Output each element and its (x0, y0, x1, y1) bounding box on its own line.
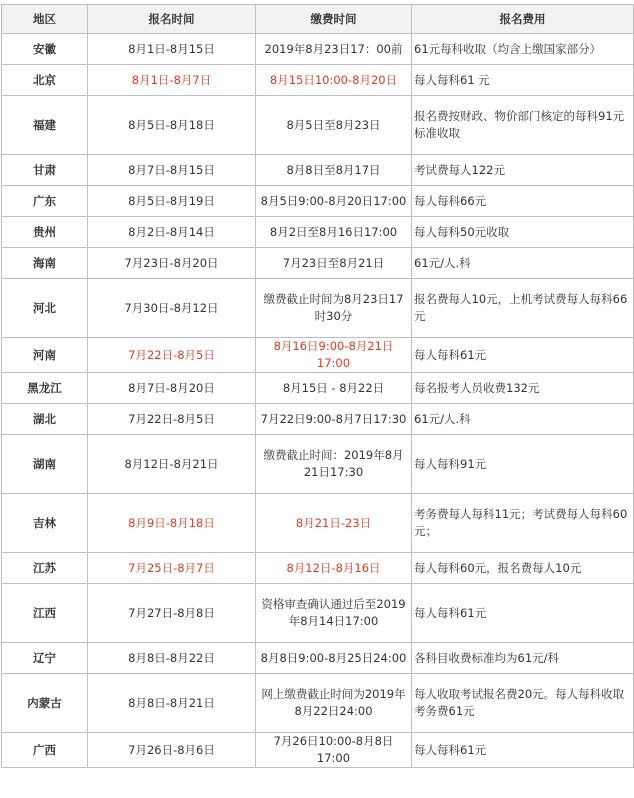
fee-cell: 报名费每人10元，上机考试费每人每科66元 (412, 279, 634, 338)
fee-cell: 每人每科61元 (412, 733, 634, 768)
payment-cell: 缴费截止时间：2019年8月21日17:30 (256, 435, 412, 494)
table-row (2, 155, 634, 186)
register-cell: 7月26日-8月6日 (88, 733, 256, 768)
table-row (2, 96, 634, 155)
fee-cell: 每人每科66元 (412, 186, 634, 217)
payment-cell: 网上缴费截止时间为2019年8月22日24:00 (256, 674, 412, 733)
payment-cell: 7月23日至8月21日 (256, 248, 412, 279)
payment-cell: 8月15日 - 8月22日 (256, 373, 412, 404)
region-cell: 河南 (2, 338, 88, 373)
table-row (2, 217, 634, 248)
register-cell: 8月8日-8月21日 (88, 674, 256, 733)
table-row (2, 584, 634, 643)
region-cell: 湖南 (2, 435, 88, 494)
payment-cell: 7月22日9:00-8月7日17:30 (256, 404, 412, 435)
register-cell: 7月23日-8月20日 (88, 248, 256, 279)
payment-cell: 8月2日至8月16日17:00 (256, 217, 412, 248)
exam-fee-table (1, 4, 634, 768)
fee-cell: 各科目收费标准均为61元/科 (412, 643, 634, 674)
fee-cell: 报名费按财政、物价部门核定的每科91元标准收取 (412, 96, 634, 155)
region-cell: 吉林 (2, 494, 88, 553)
fee-cell: 61元/人.科 (412, 404, 634, 435)
header-payment-time: 缴费时间 (256, 5, 412, 34)
region-cell: 北京 (2, 65, 88, 96)
register-cell: 8月9日-8月18日 (88, 494, 256, 553)
table-row (2, 733, 634, 768)
fee-cell: 每人每科61元 (412, 584, 634, 643)
payment-cell: 8月8日至8月17日 (256, 155, 412, 186)
fee-cell: 每人每科60元，报名费每人10元 (412, 553, 634, 584)
register-cell: 8月12日-8月21日 (88, 435, 256, 494)
region-cell: 甘肃 (2, 155, 88, 186)
region-cell: 福建 (2, 96, 88, 155)
table-row (2, 279, 634, 338)
region-cell: 广东 (2, 186, 88, 217)
region-cell: 贵州 (2, 217, 88, 248)
register-cell: 7月27日-8月8日 (88, 584, 256, 643)
table-row (2, 494, 634, 553)
payment-cell: 2019年8月23日17：00前 (256, 34, 412, 65)
fee-cell: 每人每科91元 (412, 435, 634, 494)
header-row (2, 5, 634, 34)
register-cell: 8月5日-8月19日 (88, 186, 256, 217)
table-row (2, 553, 634, 584)
register-cell: 7月25日-8月7日 (88, 553, 256, 584)
table-row (2, 34, 634, 65)
payment-cell: 8月16日9:00-8月21日17:00 (256, 338, 412, 373)
register-cell: 8月1日-8月7日 (88, 65, 256, 96)
payment-cell: 8月12日-8月16日 (256, 553, 412, 584)
fee-cell: 每人每科61元 (412, 338, 634, 373)
register-cell: 7月22日-8月5日 (88, 404, 256, 435)
table-row (2, 404, 634, 435)
register-cell: 8月2日-8月14日 (88, 217, 256, 248)
region-cell: 黑龙江 (2, 373, 88, 404)
region-cell: 河北 (2, 279, 88, 338)
region-cell: 海南 (2, 248, 88, 279)
region-cell: 辽宁 (2, 643, 88, 674)
fee-cell: 每人每科50元收取 (412, 217, 634, 248)
payment-cell: 资格审查确认通过后至2019年8月14日17:00 (256, 584, 412, 643)
payment-cell: 8月5日9:00-8月20日17:00 (256, 186, 412, 217)
register-cell: 8月5日-8月18日 (88, 96, 256, 155)
payment-cell: 8月15日10:00-8月20日 (256, 65, 412, 96)
payment-cell: 8月8日9:00-8月25日24:00 (256, 643, 412, 674)
register-cell: 8月8日-8月22日 (88, 643, 256, 674)
register-cell: 8月7日-8月20日 (88, 373, 256, 404)
fee-cell: 考试费每人122元 (412, 155, 634, 186)
header-fee: 报名费用 (412, 5, 634, 34)
payment-cell: 7月26日10:00-8月8日17:00 (256, 733, 412, 768)
fee-cell: 61元/人.科 (412, 248, 634, 279)
region-cell: 广西 (2, 733, 88, 768)
header-register-time: 报名时间 (88, 5, 256, 34)
register-cell: 8月7日-8月15日 (88, 155, 256, 186)
table-row (2, 373, 634, 404)
table-row (2, 186, 634, 217)
table-row (2, 248, 634, 279)
payment-cell: 8月5日至8月23日 (256, 96, 412, 155)
fee-cell: 每名报考人员收费132元 (412, 373, 634, 404)
region-cell: 内蒙古 (2, 674, 88, 733)
table-row (2, 674, 634, 733)
header-region: 地区 (2, 5, 88, 34)
region-cell: 江西 (2, 584, 88, 643)
region-cell: 安徽 (2, 34, 88, 65)
region-cell: 江苏 (2, 553, 88, 584)
region-cell: 湖北 (2, 404, 88, 435)
payment-cell: 缴费截止时间为8月23日17时30分 (256, 279, 412, 338)
table-row (2, 435, 634, 494)
register-cell: 7月30日-8月12日 (88, 279, 256, 338)
fee-cell: 每人每科61 元 (412, 65, 634, 96)
register-cell: 8月1日-8月15日 (88, 34, 256, 65)
register-cell: 7月22日-8月5日 (88, 338, 256, 373)
fee-cell: 每人收取考试报名费20元。每人每科收取考务费61元 (412, 674, 634, 733)
fee-cell: 考务费每人每科11元；考试费每人每科60元； (412, 494, 634, 553)
table-row (2, 338, 634, 373)
payment-cell: 8月21日-23日 (256, 494, 412, 553)
fee-cell: 61元每科收取（均含上缴国家部分） (412, 34, 634, 65)
table-row (2, 643, 634, 674)
table-row (2, 65, 634, 96)
